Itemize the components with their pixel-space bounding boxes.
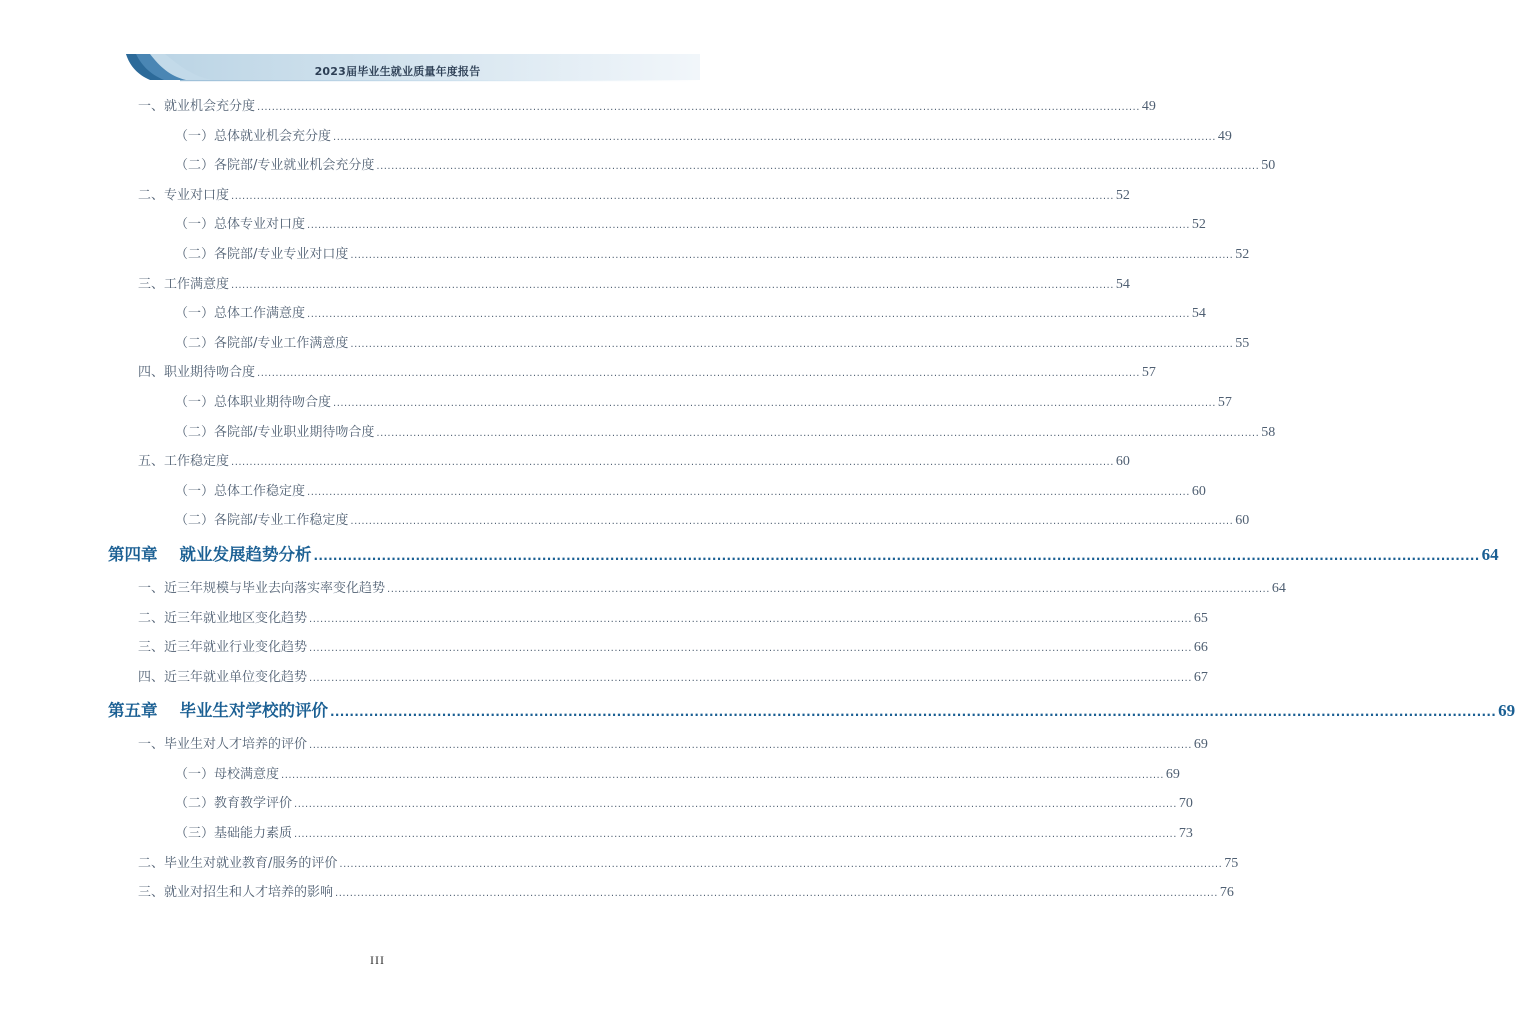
toc-entry-title: 三、近三年就业行业变化趋势 — [138, 640, 308, 656]
toc-page-number: 76 — [1219, 885, 1234, 901]
toc-entry-title: （一）总体工作满意度 — [175, 306, 306, 322]
toc-entry[interactable] — [0, 663, 1208, 693]
toc-page-number: 60 — [1115, 454, 1130, 470]
toc-entry[interactable] — [0, 122, 1232, 152]
toc-entry[interactable] — [0, 447, 1130, 477]
toc-entry-title: （一）总体就业机会充分度 — [175, 128, 332, 144]
toc-entry-title: （二）各院部/专业专业对口度 — [175, 246, 349, 262]
chapter-title: 毕业生对学校的评价 — [179, 701, 328, 721]
toc-page-number: 64 — [1481, 544, 1499, 564]
toc-entry-title: 三、就业对招生和人才培养的影响 — [138, 885, 334, 901]
toc-page-number: 50 — [1261, 158, 1276, 174]
toc-entry-title: 一、毕业生对人才培养的评价 — [138, 737, 308, 753]
toc-entry[interactable] — [0, 633, 1208, 663]
toc-entry[interactable] — [0, 849, 1239, 879]
toc-page-number: 52 — [1115, 187, 1130, 203]
toc-entry-title: （二）各院部/专业工作满意度 — [175, 335, 349, 351]
toc-entry[interactable] — [0, 604, 1208, 634]
toc-page-number: 58 — [1261, 424, 1276, 440]
dot-leader: ................................................................................................................................................................................................................................................ — [257, 102, 1140, 113]
page-number: III — [370, 953, 385, 967]
toc-page-number: 57 — [1141, 365, 1156, 381]
chapter-number: 第五章 — [108, 701, 158, 721]
toc-entry[interactable] — [0, 506, 1250, 536]
toc-entry-title: 三、工作满意度 — [138, 276, 230, 292]
toc-entry-title: 四、近三年就业单位变化趋势 — [138, 669, 308, 685]
dot-leader: ................................................................................................................................................................................................................................................ — [313, 548, 1480, 563]
toc-entry-title — [108, 536, 312, 574]
toc-entry[interactable] — [0, 760, 1180, 790]
dot-leader: ................................................................................................................................................................................................................................................ — [387, 583, 1270, 595]
dot-leader: ................................................................................................................................................................................................................................................ — [350, 516, 1234, 528]
dot-leader: ................................................................................................................................................................................................................................................ — [309, 672, 1192, 684]
dot-leader: ................................................................................................................................................................................................................................................ — [376, 161, 1260, 173]
toc-entry-title: （三）基础能力素质 — [175, 826, 293, 842]
dot-leader: ................................................................................................................................................................................................................................................ — [333, 131, 1216, 143]
toc-page-number: 52 — [1235, 246, 1250, 262]
toc-entry-title: （二）各院部/专业就业机会充分度 — [175, 158, 375, 174]
toc-page-number: 69 — [1193, 737, 1208, 753]
toc-chapter-entry[interactable] — [0, 536, 1499, 574]
toc-entry-title: 一、近三年规模与毕业去向落实率变化趋势 — [138, 580, 386, 596]
toc-entry-title: 二、专业对口度 — [138, 187, 230, 203]
dot-leader: ................................................................................................................................................................................................................................................ — [307, 309, 1190, 321]
dot-leader: ................................................................................................................................................................................................................................................ — [309, 613, 1192, 625]
toc-entry-title — [108, 692, 328, 730]
dot-leader: ................................................................................................................................................................................................................................................ — [333, 397, 1216, 409]
dot-leader: ................................................................................................................................................................................................................................................ — [376, 427, 1260, 439]
toc-page-number: 67 — [1193, 669, 1208, 685]
toc-page-number: 69 — [1165, 766, 1180, 782]
dot-leader: ................................................................................................................................................................................................................................................ — [350, 338, 1234, 350]
toc-page-number: 65 — [1193, 610, 1208, 626]
toc-entry[interactable] — [0, 92, 1156, 122]
dot-leader: ................................................................................................................................................................................................................................................ — [231, 279, 1114, 291]
toc-page-number: 52 — [1191, 217, 1206, 233]
toc-entry-title: 四、职业期待吻合度 — [138, 365, 256, 381]
toc-entry-title: （一）总体工作稳定度 — [175, 483, 306, 499]
chapter-title: 就业发展趋势分析 — [179, 544, 312, 564]
toc-chapter-entry[interactable] — [0, 692, 1515, 730]
toc-entry[interactable] — [0, 418, 1276, 448]
toc-entry[interactable] — [0, 730, 1208, 760]
toc-entry-title: 五、工作稳定度 — [138, 454, 230, 470]
toc-entry[interactable] — [0, 270, 1130, 300]
dot-leader: ................................................................................................................................................................................................................................................ — [350, 249, 1234, 261]
toc-page-number: 60 — [1191, 483, 1206, 499]
toc-entry[interactable] — [0, 329, 1250, 359]
toc-page-number: 66 — [1193, 640, 1208, 656]
toc-entry[interactable] — [0, 181, 1130, 211]
dot-leader: ................................................................................................................................................................................................................................................ — [309, 740, 1192, 752]
toc-page-number: 49 — [1217, 128, 1232, 144]
toc-entry-title: （二）各院部/专业工作稳定度 — [175, 513, 349, 529]
toc-entry[interactable] — [0, 299, 1206, 329]
toc-page-number: 49 — [1141, 99, 1156, 114]
toc-entry-title: 二、毕业生对就业教育/服务的评价 — [138, 855, 338, 871]
toc-entry-title: 二、近三年就业地区变化趋势 — [138, 610, 308, 626]
toc-entry-title: （一）总体专业对口度 — [175, 217, 306, 233]
toc-entry[interactable] — [0, 240, 1250, 270]
toc-page-number: 70 — [1178, 796, 1193, 812]
report-header-title: 2023届毕业生就业质量年度报告 — [314, 65, 481, 78]
dot-leader: ................................................................................................................................................................................................................................................ — [281, 769, 1164, 781]
chapter-number: 第四章 — [108, 544, 158, 564]
toc-page-number: 55 — [1235, 335, 1250, 351]
dot-leader: ................................................................................................................................................................................................................................................ — [294, 829, 1177, 841]
dot-leader: ................................................................................................................................................................................................................................................ — [330, 705, 1497, 720]
toc-page-number: 60 — [1235, 513, 1250, 529]
toc-entry[interactable] — [0, 388, 1232, 418]
dot-leader: ................................................................................................................................................................................................................................................ — [257, 368, 1140, 380]
dot-leader: ................................................................................................................................................................................................................................................ — [294, 799, 1177, 811]
toc-page-number: 69 — [1498, 701, 1515, 721]
dot-leader: ................................................................................................................................................................................................................................................ — [307, 486, 1190, 498]
toc-entry[interactable] — [0, 819, 1193, 849]
toc-entry-title: （二）教育教学评价 — [175, 796, 293, 812]
toc-entry-title: 一、就业机会充分度 — [138, 99, 256, 114]
toc-entry[interactable] — [0, 477, 1206, 507]
toc-page-number: 73 — [1178, 826, 1193, 842]
toc-entry[interactable] — [0, 789, 1193, 819]
toc-entry-title: （二）各院部/专业职业期待吻合度 — [175, 424, 375, 440]
toc-page-number: 54 — [1115, 276, 1130, 292]
dot-leader: ................................................................................................................................................................................................................................................ — [335, 888, 1218, 900]
dot-leader: ................................................................................................................................................................................................................................................ — [307, 220, 1190, 232]
toc-entry[interactable] — [0, 358, 1156, 388]
dot-leader: ................................................................................................................................................................................................................................................ — [309, 643, 1192, 655]
toc-entry-title: （一）母校满意度 — [175, 766, 280, 782]
dot-leader: ................................................................................................................................................................................................................................................ — [231, 457, 1114, 469]
toc-entry-title: （一）总体职业期待吻合度 — [175, 394, 332, 410]
table-of-contents — [0, 92, 1515, 908]
dot-leader: ................................................................................................................................................................................................................................................ — [339, 858, 1223, 870]
dot-leader: ................................................................................................................................................................................................................................................ — [231, 190, 1114, 202]
toc-page-number: 54 — [1191, 306, 1206, 322]
toc-entry[interactable] — [0, 151, 1276, 181]
toc-entry[interactable] — [0, 574, 1286, 604]
toc-page-number: 57 — [1217, 394, 1232, 410]
toc-entry[interactable] — [0, 210, 1206, 240]
toc-entry[interactable] — [0, 878, 1234, 908]
toc-page-number: 64 — [1271, 580, 1286, 596]
toc-page-number: 75 — [1224, 855, 1239, 871]
